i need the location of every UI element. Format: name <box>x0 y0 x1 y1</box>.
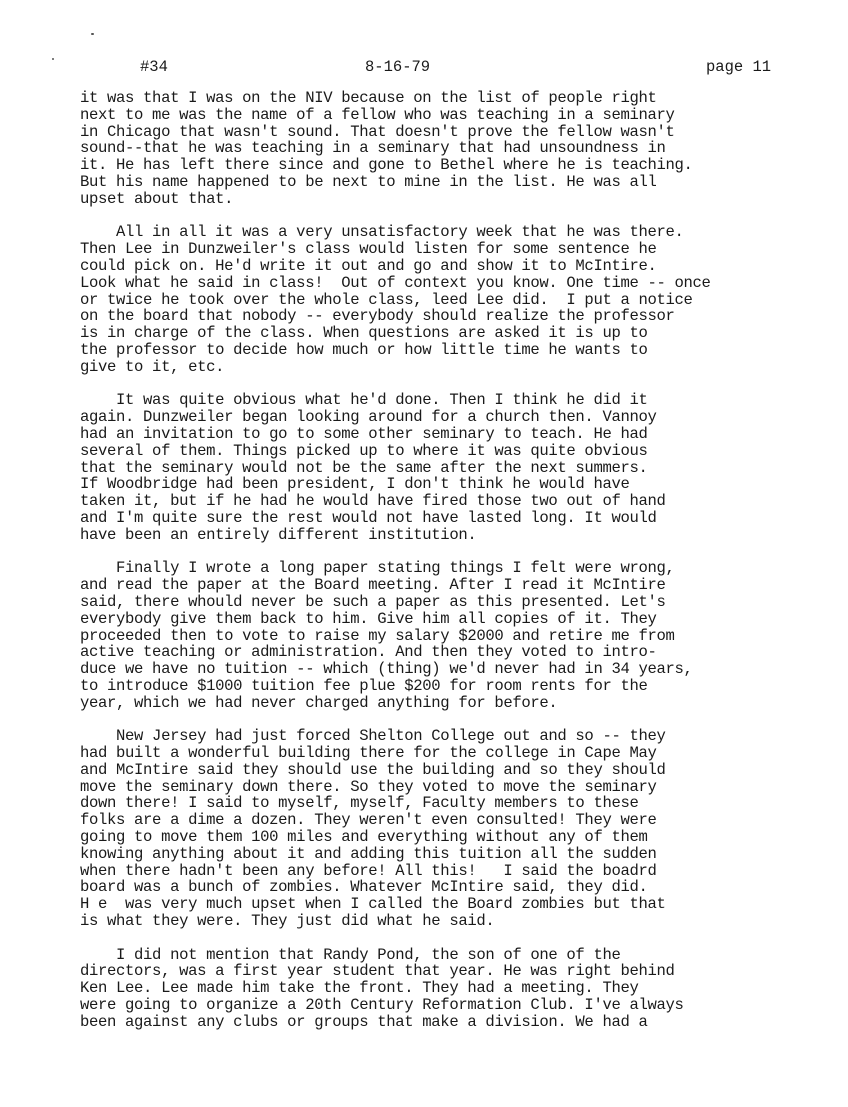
text-line: that the seminary would not be the same after the next summers. <box>80 458 648 477</box>
page-number: page 11 <box>706 58 772 76</box>
text-line: directors, was a first year student that year. He was right behind <box>80 962 675 981</box>
text-line: give to it, etc. <box>80 357 225 376</box>
text-line: had built a wonderful building there for the college in Cape May <box>80 744 657 763</box>
text-line: It was quite obvious what he'd done. Then I think he did it <box>80 391 648 410</box>
text-line: down there! I said to myself, myself, Faculty members to these <box>80 794 639 813</box>
text-line: in Chicago that wasn't sound. That doesn't prove the fellow wasn't <box>80 122 675 141</box>
text-line: H e was very much upset when I called the Board zombies but that <box>80 895 666 914</box>
text-line: the professor to decide how much or how little time he wants to <box>80 340 648 359</box>
text-line: If Woodbridge had been president, I don't think he would have <box>80 475 630 494</box>
scan-speck <box>91 33 94 35</box>
text-line: folks are a dime a dozen. They weren't even consulted! They were <box>80 811 657 830</box>
paragraph <box>80 560 840 711</box>
text-line: Ken Lee. Lee made him take the front. They had a meeting. They <box>80 979 639 998</box>
paragraph <box>80 224 840 375</box>
text-line: said, there whould never be such a paper as this presented. Let's <box>80 592 666 611</box>
text-line: been against any clubs or groups that make a division. We had a <box>80 1012 648 1031</box>
text-line: New Jersey had just forced Shelton College out and so -- they <box>80 727 666 746</box>
paragraph <box>80 728 840 930</box>
page-header <box>0 57 848 77</box>
text-line: Then Lee in Dunzweiler's class would listen for some sentence he <box>80 240 657 259</box>
text-line: is in charge of the class. When questions are asked it is up to <box>80 324 648 343</box>
text-line: everybody give them back to him. Give him all copies of it. They <box>80 609 657 628</box>
text-line: were going to organize a 20th Century Reformation Club. I've always <box>80 996 684 1015</box>
text-line: it. He has left there since and gone to Bethel where he is teaching. <box>80 156 693 175</box>
text-line: and McIntire said they should use the building and so they should <box>80 760 666 779</box>
text-line: duce we have no tuition -- which (thing) we'd never had in 34 years, <box>80 660 693 679</box>
text-line: But his name happened to be next to mine in the list. He was all <box>80 172 657 191</box>
text-line: next to me was the name of a fellow who was teaching in a seminary <box>80 105 675 124</box>
text-line: it was that I was on the NIV because on the list of people right <box>80 89 657 107</box>
document-number: #34 <box>140 58 168 76</box>
text-line: several of them. Things picked up to where it was quite obvious <box>80 441 648 460</box>
text-line: when there hadn't been any before! All this! I said the boadrd <box>80 861 657 880</box>
text-line: on the board that nobody -- everybody should realize the professor <box>80 307 675 326</box>
paragraph <box>80 947 840 1031</box>
text-line: had an invitation to go to some other seminary to teach. He had <box>80 424 648 443</box>
text-line: move the seminary down there. So they voted to move the seminary <box>80 777 657 796</box>
text-line: to introduce $1000 tuition fee plue $200 for room rents for the <box>80 676 648 695</box>
text-line: active teaching or administration. And then they voted to intro- <box>80 643 657 662</box>
text-line: Look what he said in class! Out of context you know. One time -- once <box>80 273 711 292</box>
text-line: going to move them 100 miles and everything without any of them <box>80 828 648 847</box>
text-line: and I'm quite sure the rest would not have lasted long. It would <box>80 508 657 527</box>
text-line: again. Dunzweiler began looking around for a church then. Vannoy <box>80 408 657 427</box>
text-line: sound--that he was teaching in a seminary that had unsoundness in <box>80 139 666 158</box>
document-date: 8-16-79 <box>365 58 431 76</box>
paragraph <box>80 392 840 543</box>
text-line: knowing anything about it and adding this tuition all the sudden <box>80 844 657 863</box>
text-line: I did not mention that Randy Pond, the son of one of the <box>80 945 621 964</box>
text-line: year, which we had never charged anything for before. <box>80 693 558 712</box>
paragraph <box>80 90 840 208</box>
text-line: is what they were. They just did what he said. <box>80 912 495 931</box>
text-line: or twice he took over the whole class, leed Lee did. I put a notice <box>80 290 693 309</box>
text-line: have been an entirely different institution. <box>80 525 477 544</box>
text-line: and read the paper at the Board meeting. After I read it McIntire <box>80 576 666 595</box>
text-line: All in all it was a very unsatisfactory week that he was there. <box>80 223 684 242</box>
text-line: upset about that. <box>80 189 234 208</box>
document-body <box>80 90 840 1047</box>
text-line: taken it, but if he had he would have fired those two out of hand <box>80 492 666 511</box>
text-line: could pick on. He'd write it out and go and show it to McIntire. <box>80 256 657 275</box>
text-line: Finally I wrote a long paper stating things I felt were wrong, <box>80 559 675 578</box>
text-line: board was a bunch of zombies. Whatever McIntire said, they did. <box>80 878 648 897</box>
text-line: proceeded then to vote to raise my salary $2000 and retire me from <box>80 626 675 645</box>
